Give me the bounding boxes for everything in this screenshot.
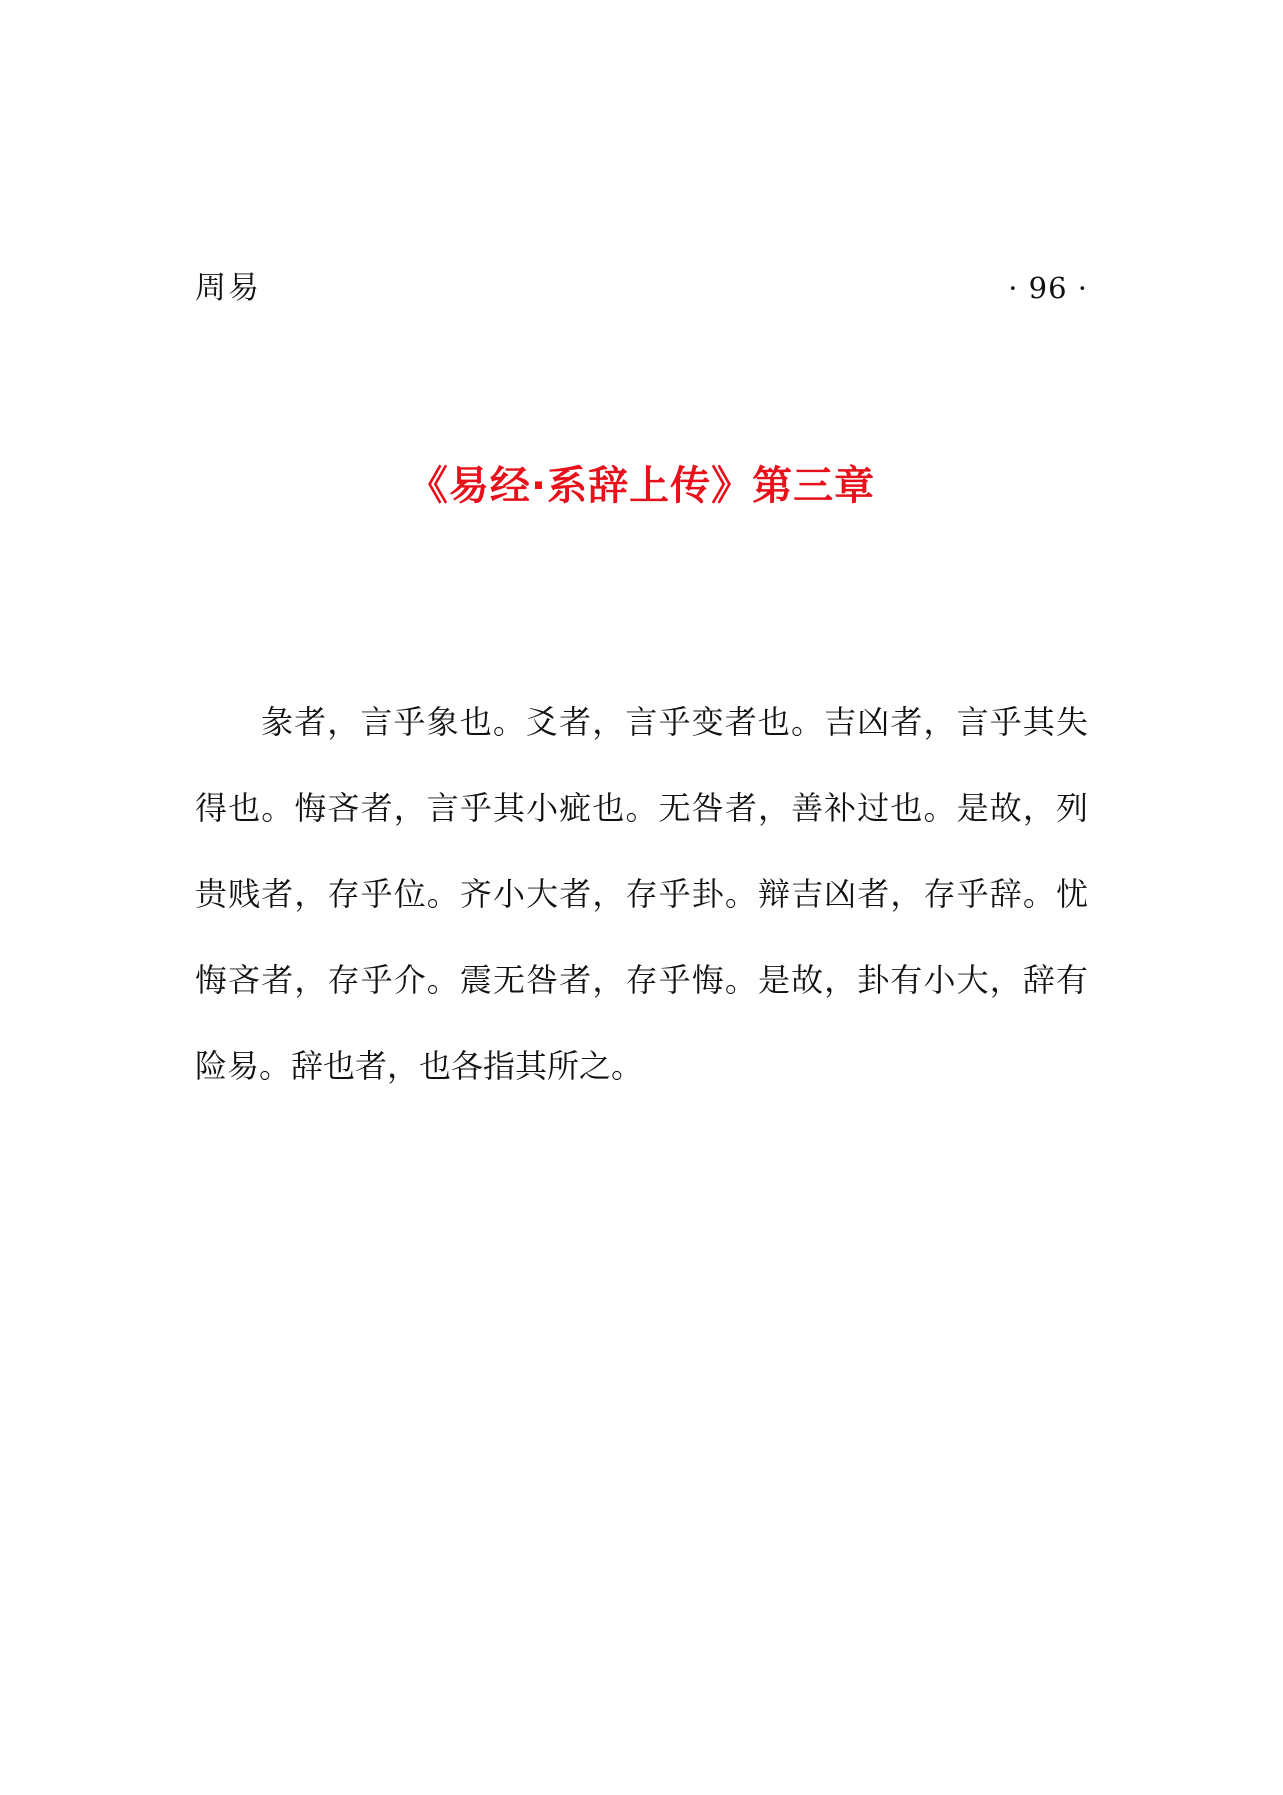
body-paragraph: 彖者，言乎象也。爻者，言乎变者也。吉凶者，言乎其失得也。悔吝者，言乎其小疵也。无咎者，善补过也。是故，列贵贱者，存乎位。齐小大者，存乎卦。辩吉凶者，存乎辞。忧悔吝者，存乎介。震无咎者，存乎悔。是故，卦有小大，辞有险易。辞也者，也各指其所之。 <box>195 703 1088 1085</box>
running-head <box>195 268 1088 308</box>
book-title: 周易 <box>195 270 261 306</box>
page-number: · 96 · <box>1008 271 1088 305</box>
chapter-title: 《易经·系辞上传》第三章 <box>407 463 876 509</box>
